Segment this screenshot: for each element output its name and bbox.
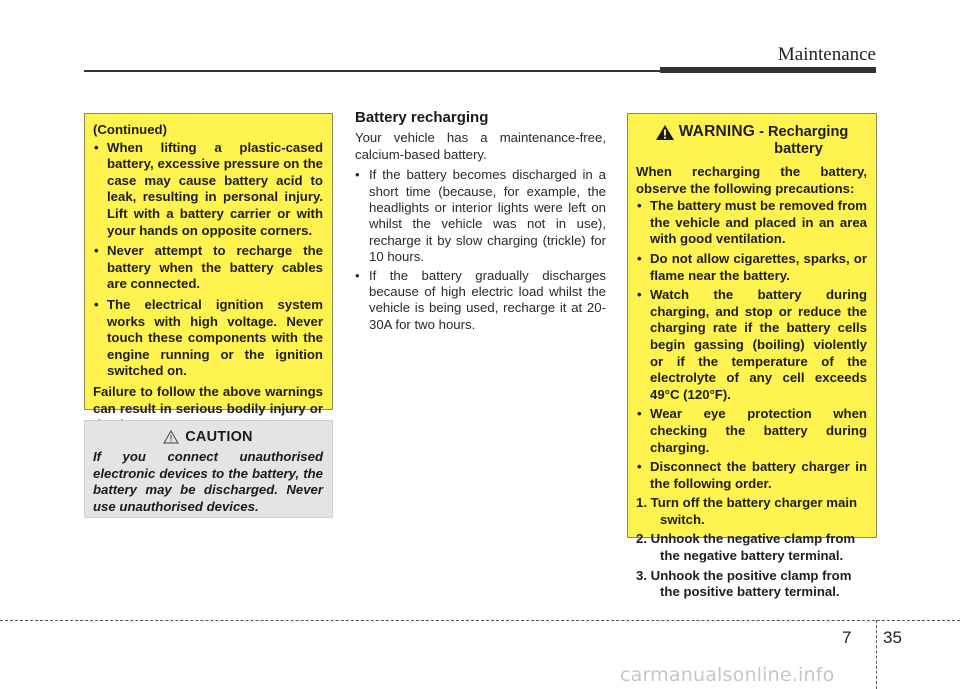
step-text-cont: the positive battery terminal. xyxy=(660,584,840,600)
footer-divider xyxy=(876,620,877,689)
step-text: Unhook the negative clamp from xyxy=(650,531,856,547)
caution-title: CAUTION xyxy=(185,429,253,445)
warning-conclusion: Failure to follow the above warnings can result in serious bodily injury or xyxy=(93,383,323,416)
warning-box xyxy=(627,113,877,600)
list-item: • If the battery gradually discharges because of high electric load whilst the vehicle is being used, recharge it at 20-30A for two hours. xyxy=(355,268,606,334)
warning-list xyxy=(636,198,867,492)
step-item xyxy=(636,531,867,564)
section-heading: Battery recharging xyxy=(355,109,489,126)
warning-header xyxy=(636,123,867,158)
section-title: Maintenance xyxy=(777,44,876,65)
continued-warning-box xyxy=(84,113,333,416)
list-item: • When lifting a plastic-cased battery, excessive pressure on the case may cause battery acid to leak, resulting in personal injury. Lift with a battery carrier or with your hands on opposite corners. xyxy=(93,140,323,240)
step-text-cont: the negative battery terminal. xyxy=(660,548,844,564)
step-number: 3. xyxy=(636,567,647,583)
header-rule xyxy=(84,70,660,72)
chapter-number: 7 xyxy=(842,628,852,647)
list-item: • Never attempt to recharge the battery when the battery cables are connected. xyxy=(93,243,323,293)
caution-triangle-icon xyxy=(163,430,179,444)
list-item: • Watch the battery during charging, and stop or reduce the charging rate if the battery cells begin gassing (boiling) violently or if the temperature of the electrolyte of any cell exceeds 49°C (120°F). xyxy=(636,287,867,403)
page-number: 35 xyxy=(883,628,902,647)
warning-lead: When recharging the battery, observe the following precautions: xyxy=(636,164,867,196)
footer-rule xyxy=(0,620,960,621)
step-item xyxy=(636,568,867,601)
step-number: 2. xyxy=(636,531,647,547)
warning-subtitle: - Recharging xyxy=(759,124,849,140)
list-item: • If the battery becomes discharged in a short time (because, for example, the headlights or interior lights were left on whilst the vehicle was not in use), recharge it by slow charging (trickle) for 10 hours. xyxy=(355,167,606,265)
warning-subtitle-cont: battery xyxy=(774,141,823,157)
warning-triangle-icon xyxy=(655,124,675,141)
step-item xyxy=(636,495,867,528)
list-item: • Disconnect the battery charger in the following order. xyxy=(636,459,867,492)
battery-recharging-section xyxy=(355,110,606,335)
section-intro: Your vehicle has a maintenance-free, calcium-based battery. xyxy=(355,130,606,162)
list-item: • Do not allow cigarettes, sparks, or flame near the battery. xyxy=(636,251,867,284)
list-item: • The battery must be removed from the vehicle and placed in an area with good ventilation. xyxy=(636,198,867,248)
continued-warning-list xyxy=(93,140,323,380)
header-rule-accent xyxy=(660,67,876,73)
disconnect-steps xyxy=(636,495,867,601)
step-text-cont: switch. xyxy=(660,511,705,527)
warning-label: WARNING xyxy=(678,123,756,140)
step-text: Unhook the positive clamp from xyxy=(650,567,852,583)
caution-box xyxy=(84,420,333,518)
warning-title xyxy=(679,123,849,158)
list-item: • The electrical ignition system works with high voltage. Never touch these components with the engine running or the ignition switched on. xyxy=(93,297,323,380)
watermark: carmanualsonline.info xyxy=(620,664,835,686)
list-item: • Wear eye protection when checking the battery during charging. xyxy=(636,406,867,456)
step-text: Turn off the battery charger main xyxy=(650,495,858,511)
caution-text: If you connect unauthorised electronic devices to the battery, the battery may be discharged. Never use unauthorised devices. xyxy=(93,449,323,514)
recharging-list xyxy=(355,167,606,333)
caution-header xyxy=(93,429,323,445)
continued-label: (Continued) xyxy=(93,122,167,137)
step-number: 1. xyxy=(636,495,647,511)
